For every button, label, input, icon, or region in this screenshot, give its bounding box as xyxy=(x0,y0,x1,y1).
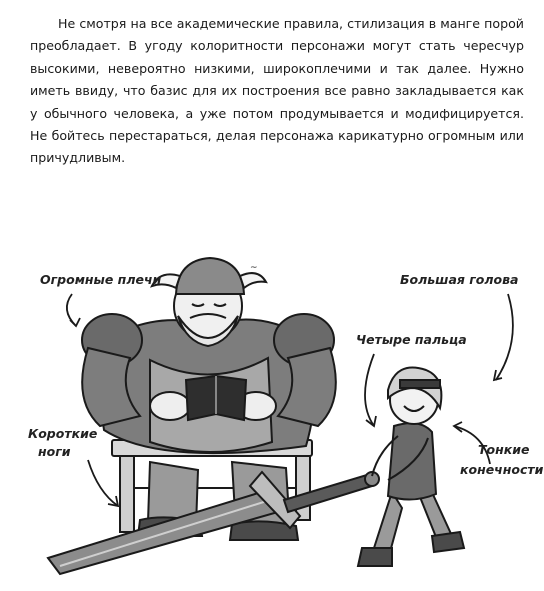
label-short-legs-line1: Короткие xyxy=(28,426,98,441)
label-big-head: Большая голова xyxy=(400,272,519,287)
arrow-head xyxy=(496,294,513,380)
body-text xyxy=(30,13,524,170)
snore-zz: ~ xyxy=(250,263,258,273)
arrow-fingers xyxy=(365,354,374,426)
manga-illustration xyxy=(0,230,544,591)
paragraph: Не смотря на все академические правила, стилизация в манге порой преобладает. В угоду колоритности персонажи могут стать чересчур высокими, невероятно низкими, широкоплечими и так далее. Нужно иметь ввиду, что базис для их построения все равно закладывается как у обычного человека, а уже потом продумывается и модифицируется. Не бойтесь перестараться, делая персонажа карикатурно огромным или причудливым. xyxy=(30,16,524,166)
label-huge-shoulders: Огромные плечи xyxy=(40,272,162,287)
label-thin-limbs-line2: конечности xyxy=(460,462,544,477)
girl-character xyxy=(358,368,464,567)
label-thin-limbs-line1: Тонкие xyxy=(478,442,530,457)
arrow-legs xyxy=(88,460,118,506)
label-short-legs-line2: ноги xyxy=(38,444,71,459)
label-four-fingers: Четыре пальца xyxy=(356,332,467,347)
